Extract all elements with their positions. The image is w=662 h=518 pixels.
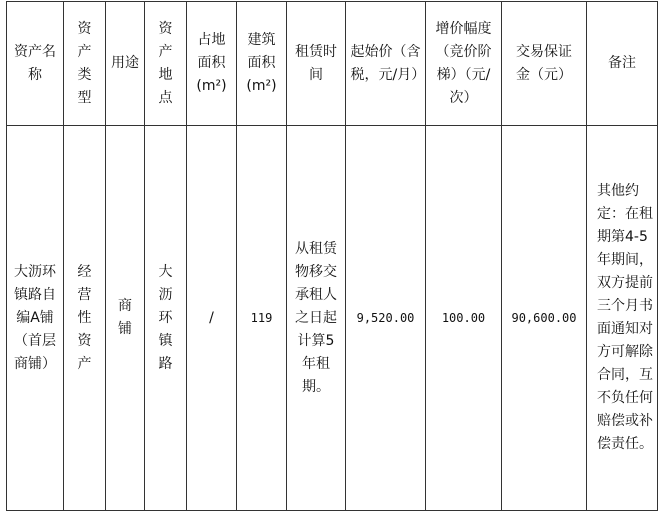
cell-usage: 商铺: [106, 126, 145, 511]
cell-deposit: 90,600.00: [502, 126, 587, 511]
header-usage: 用途: [106, 2, 145, 126]
cell-lease-term: 从租赁物移交承租人之日起计算5年租期。: [287, 126, 346, 511]
asset-listing-table: [6, 1, 658, 511]
header-start-price: 起始价（含税，元/月）: [346, 2, 426, 126]
header-building-area: 建筑面积(m²): [237, 2, 287, 126]
cell-start-price: 9,520.00: [346, 126, 426, 511]
header-lease-term: 租赁时间: [287, 2, 346, 126]
table-row: [7, 126, 658, 511]
header-deposit: 交易保证金（元）: [502, 2, 587, 126]
cell-land-area: /: [187, 126, 237, 511]
cell-asset-type: 经营性资产: [64, 126, 106, 511]
header-asset-type: 资产类型: [64, 2, 106, 126]
cell-increment: 100.00: [426, 126, 502, 511]
cell-asset-name: 大沥环镇路自编A铺（首层商铺）: [7, 126, 64, 511]
header-increment: 增价幅度（竞价阶梯）（元/次）: [426, 2, 502, 126]
cell-remarks: 其他约定：在租期第4-5年期间，双方提前三个月书面通知对方可解除合同，互不负任何赔偿或补偿责任。: [587, 126, 658, 511]
cell-location: 大沥环镇路: [145, 126, 187, 511]
header-location: 资产地点: [145, 2, 187, 126]
header-asset-name: 资产名称: [7, 2, 64, 126]
header-remarks: 备注: [587, 2, 658, 126]
cell-building-area: 119: [237, 126, 287, 511]
table-header-row: [7, 2, 658, 126]
header-land-area: 占地面积(m²): [187, 2, 237, 126]
